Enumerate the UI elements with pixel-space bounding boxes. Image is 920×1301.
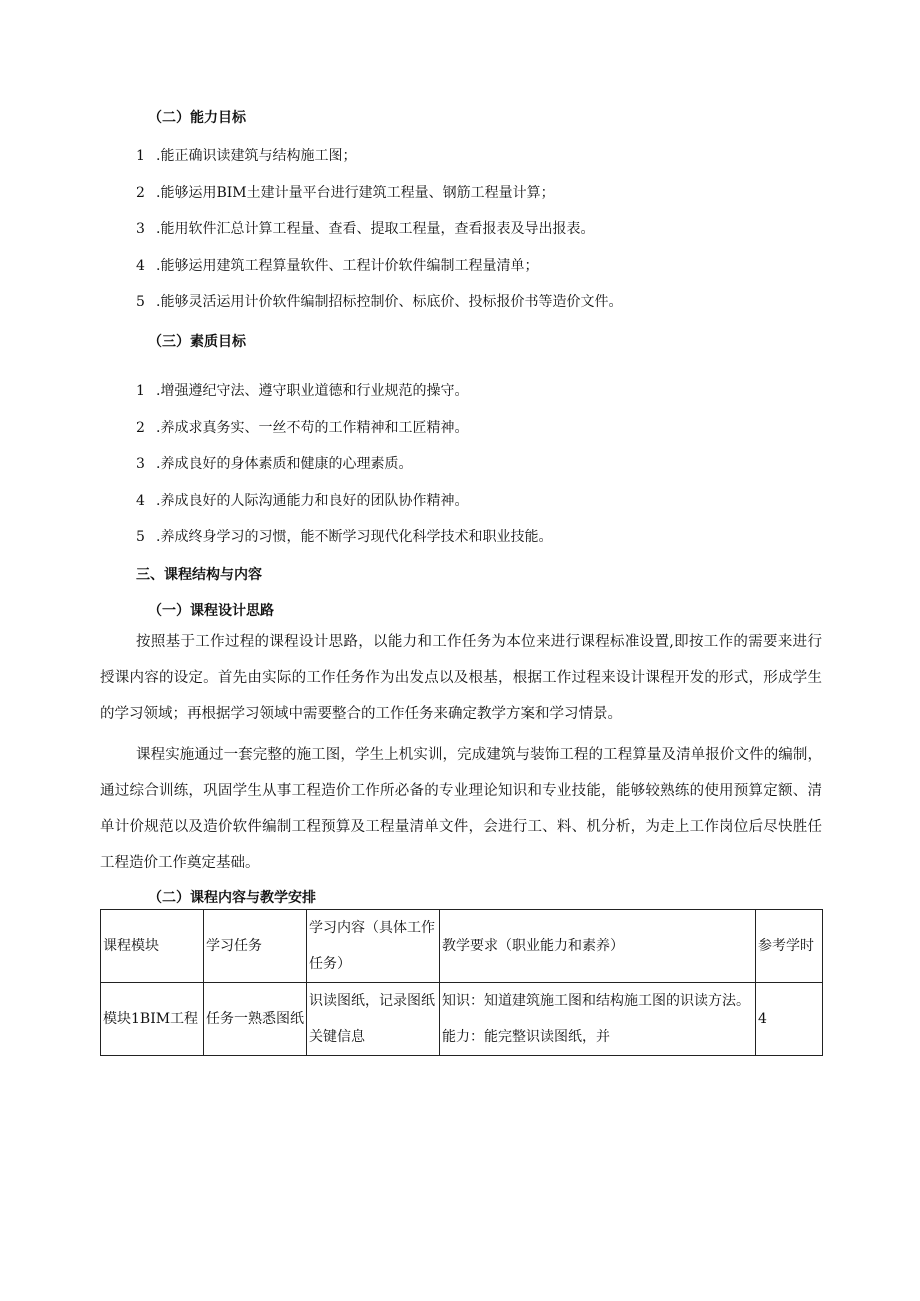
ability-item-2 (136, 183, 555, 203)
header-content: 学习内容（具体工作任务） (307, 910, 440, 983)
item-text: .能够运用建筑工程算量软件、工程计价软件编制工程量清单； (156, 258, 539, 274)
cell-hours: 4 (756, 983, 823, 1056)
item-text: .增强遵纪守法、遵守职业道德和行业规范的操守。 (156, 383, 469, 399)
item-text: .能够灵活运用计价软件编制招标控制价、标底价、投标报价书等造价文件。 (156, 294, 623, 310)
table-row (101, 983, 823, 1056)
item-text: .养成良好的人际沟通能力和良好的团队协作精神。 (156, 493, 469, 509)
header-task: 学习任务 (204, 910, 307, 983)
section-title-ability: （二）能力目标 (148, 110, 246, 126)
quality-item-1 (136, 381, 468, 401)
ability-item-5 (136, 292, 622, 312)
ability-item-4 (136, 256, 538, 276)
item-number: 4 (136, 258, 145, 274)
item-number: 5 (136, 529, 145, 545)
cell-requirement: 知识：知道建筑施工图和结构施工图的识读方法。能力：能完整识读图纸，并 (440, 983, 756, 1056)
ability-item-3 (136, 219, 594, 239)
item-text: .能用软件汇总计算工程量、查看、提取工程量，查看报表及导出报表。 (156, 221, 595, 237)
header-hours: 参考学时 (756, 910, 823, 983)
header-requirement: 教学要求（职业能力和素养） (440, 910, 756, 983)
item-number: 2 (136, 185, 145, 201)
item-text: .养成终身学习的习惯，能不断学习现代化科学技术和职业技能。 (156, 529, 553, 545)
item-number: 4 (136, 493, 145, 509)
subsection-title-design: （一）课程设计思路 (148, 603, 274, 619)
design-paragraph-2: 课程实施通过一套完整的施工图，学生上机实训，完成建筑与装饰工程的工程算量及清单报价文件的编制，通过综合训练，巩固学生从事工程造价工作所必备的专业理论知识和专业技能，能够较熟练的使用预算定额、清单计价规范以及造价软件编制工程预算及工程量清单文件，会进行工、料、机分析，为走上工作岗位后尽快胜任工程造价工作奠定基础。 (100, 747, 822, 871)
item-text: .能正确识读建筑与结构施工图； (156, 148, 357, 164)
item-text: .养成求真务实、一丝不苟的工作精神和工匠精神。 (156, 420, 469, 436)
quality-item-4 (136, 491, 468, 511)
subsection-title-content: （二）课程内容与教学安排 (148, 890, 316, 906)
item-number: 1 (136, 383, 145, 399)
header-module: 课程模块 (101, 910, 204, 983)
item-number: 3 (136, 221, 145, 237)
item-number: 5 (136, 294, 145, 310)
table-header-row (101, 910, 823, 983)
cell-content: 识读图纸，记录图纸关键信息 (307, 983, 440, 1056)
quality-item-2 (136, 418, 468, 438)
quality-item-5 (136, 527, 552, 547)
section-title-quality: （三）素质目标 (148, 334, 246, 350)
cell-module: 模块1BIM工程 (101, 983, 204, 1056)
ability-item-1 (136, 146, 356, 166)
item-text: .养成良好的身体素质和健康的心理素质。 (156, 456, 413, 472)
section-title-structure: 三、课程结构与内容 (136, 567, 262, 583)
cell-task: 任务一熟悉图纸 (204, 983, 307, 1056)
course-content-table (100, 909, 823, 1056)
item-text: .能够运用BIM土建计量平台进行建筑工程量、钢筋工程量计算； (156, 185, 555, 201)
design-paragraph-1: 按照基于工作过程的课程设计思路，以能力和工作任务为本位来进行课程标准设置,即按工作的需要来进行授课内容的设定。首先由实际的工作任务作为出发点以及根基，根据工作过程来设计课程开发的形式，形成学生的学习领域；再根据学习领域中需要整合的工作任务来确定教学方案和学习情景。 (100, 634, 822, 722)
item-number: 2 (136, 420, 145, 436)
quality-item-3 (136, 454, 412, 474)
item-number: 3 (136, 456, 145, 472)
item-number: 1 (136, 148, 145, 164)
